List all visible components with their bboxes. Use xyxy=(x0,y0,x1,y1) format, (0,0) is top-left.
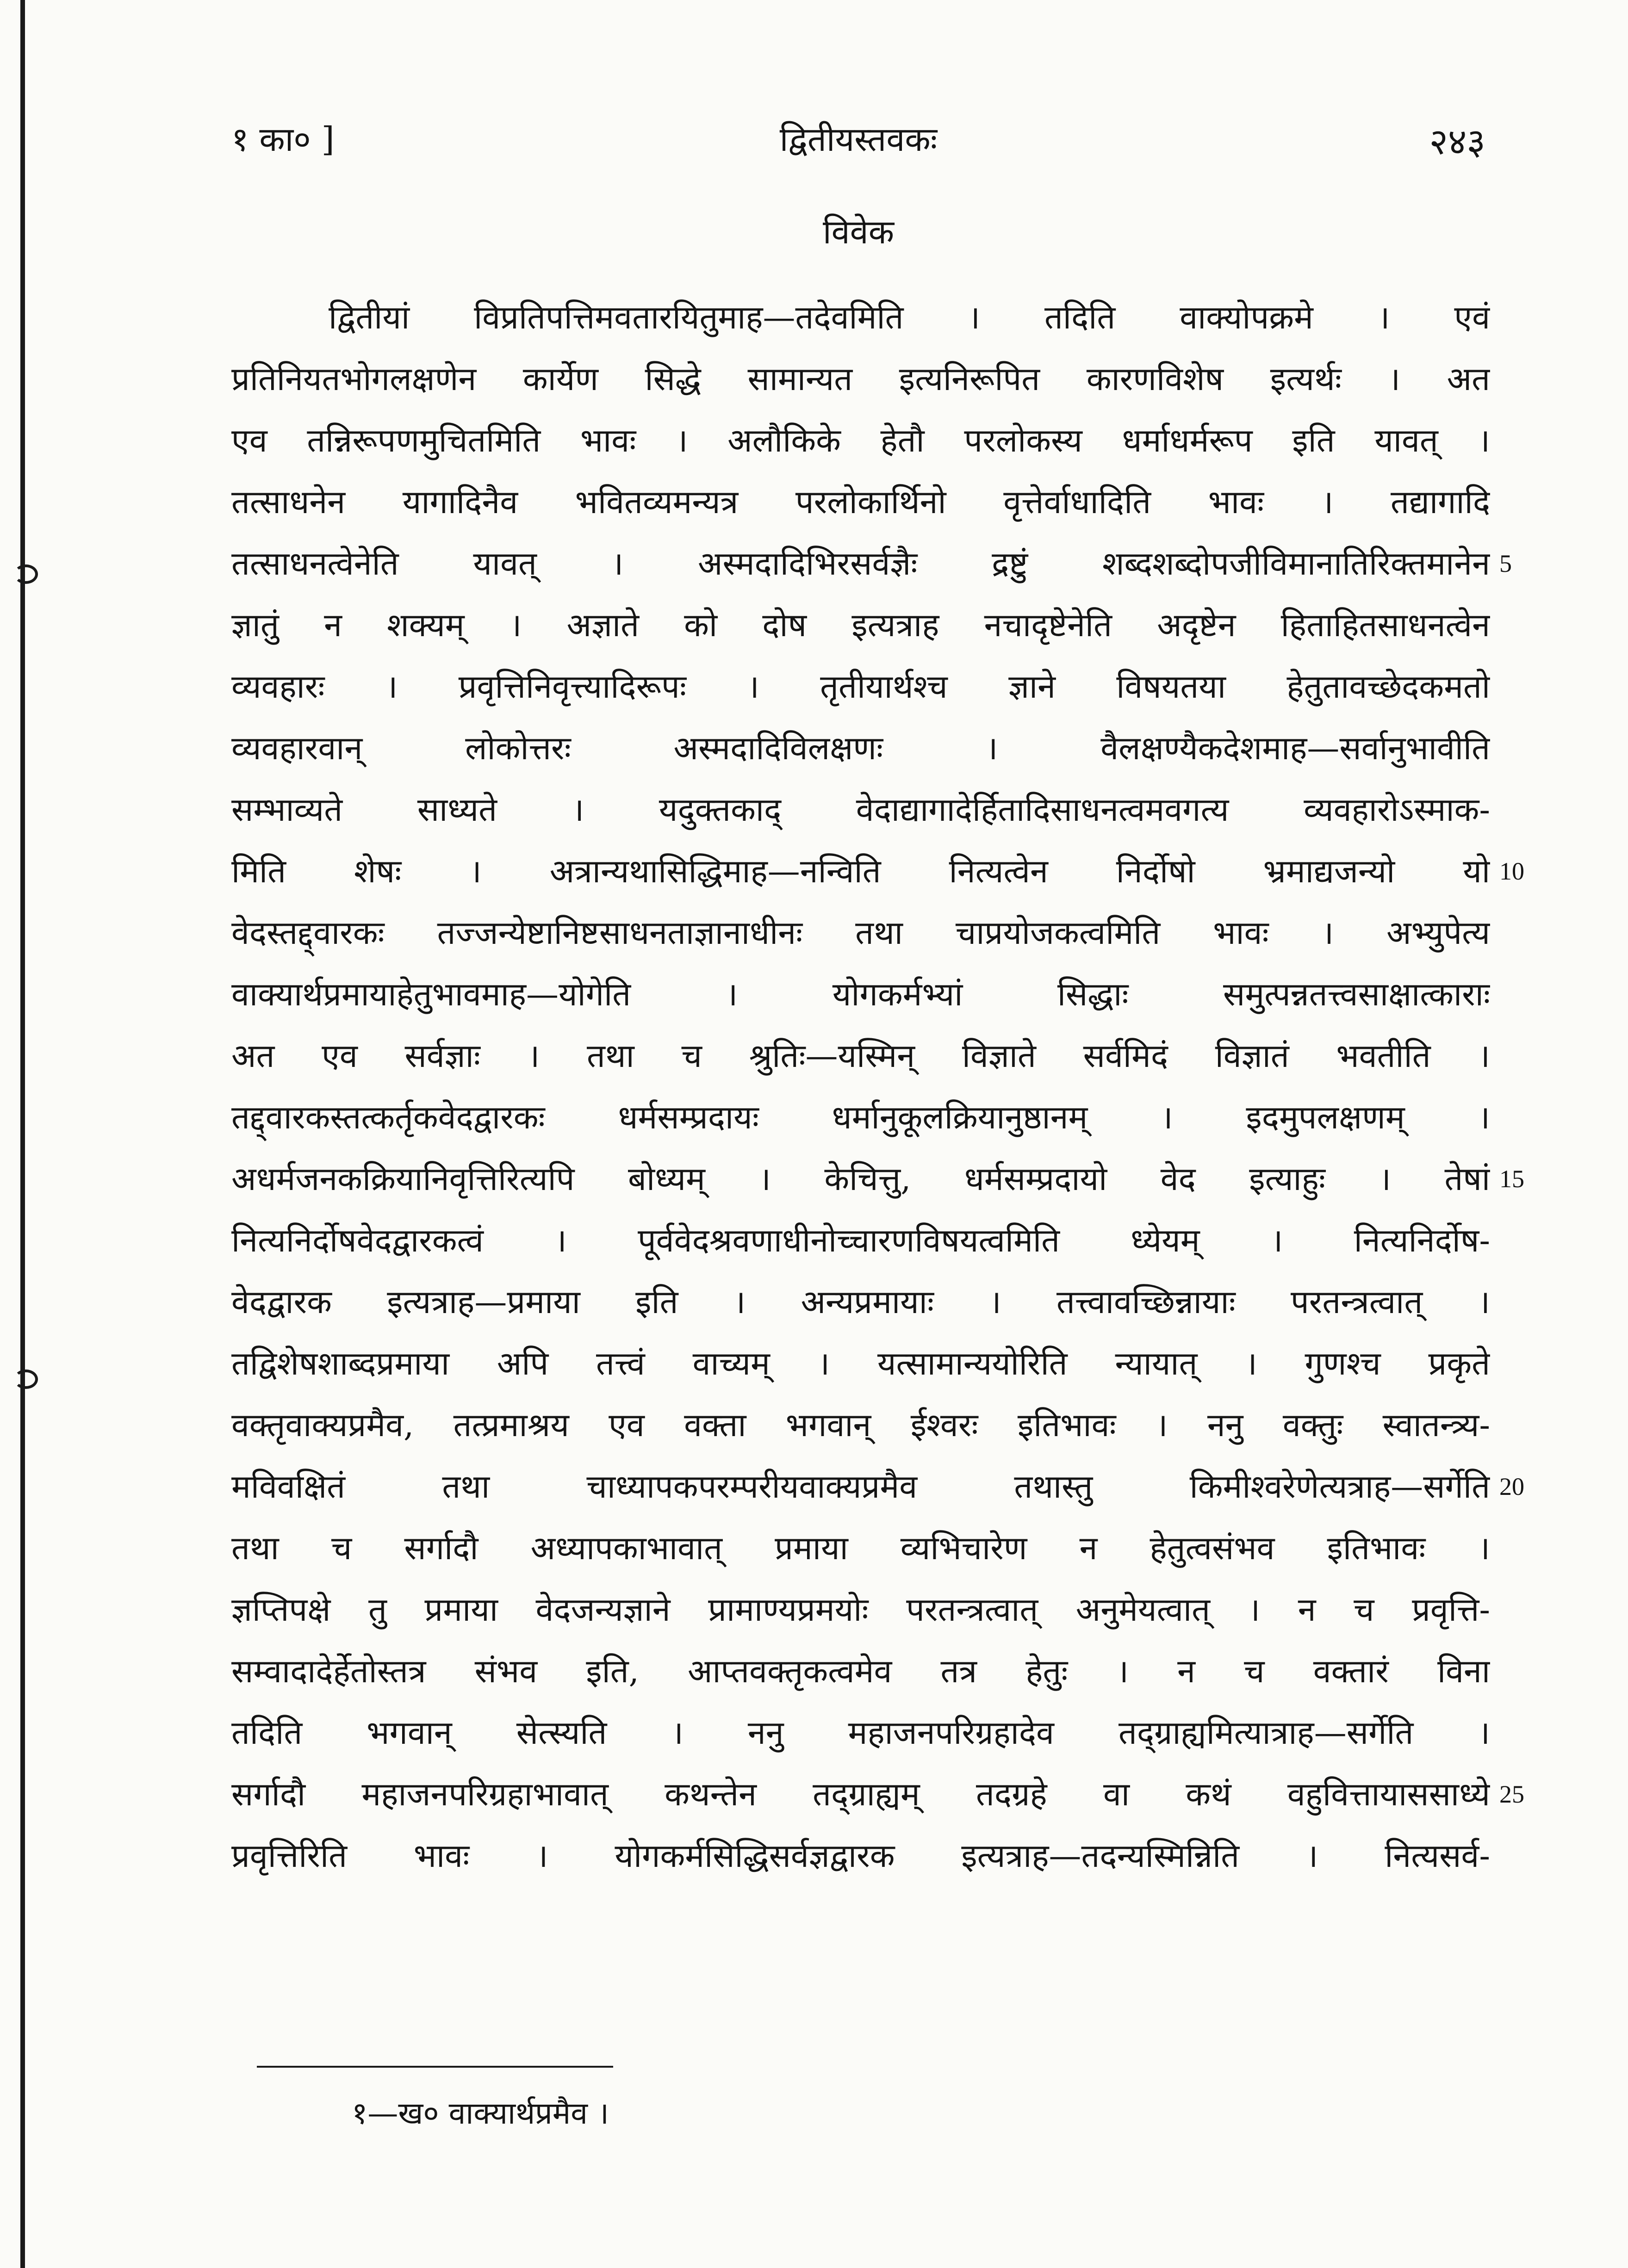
text-line: ज्ञप्तिपक्षे तु प्रमाया वेदजन्यज्ञाने प्रामाण्यप्रमयोः परतन्त्रत्वात् अनुमेयत्वात् । न च प्रवृत्ति- xyxy=(231,1591,1490,1629)
text-line: प्रतिनियतभोगलक्षणेन कार्येण सिद्धे सामान्यत इत्यनिरूपित कारणविशेष इत्यर्थः । अत xyxy=(231,360,1490,398)
text-line: वेदद्वारक इत्यत्राह—प्रमाया इति । अन्यप्रमायाः । तत्त्वावच्छिन्नायाः परतन्त्रत्वात् । xyxy=(231,1283,1490,1321)
text-line: सम्वादादेर्हेतोस्तत्र संभव इति, आप्तवक्तृकत्वमेव तत्र हेतुः । न च वक्तारं विना xyxy=(231,1652,1490,1690)
text-line: सम्भाव्यते साध्यते । यदुक्तकाद् वेदाद्यागादेर्हितादिसाधनत्वमवगत्य व्यवहारोऽस्माक- xyxy=(231,791,1490,829)
text-line: वाक्यार्थप्रमायाहेतुभावमाह—योगेति । योगकर्मभ्यां सिद्धाः समुत्पन्नतत्त्वसाक्षात्काराः xyxy=(231,975,1490,1013)
text-line: मिति शेषः । अत्रान्यथासिद्धिमाह—नन्विति नित्यत्वेन निर्दोषो भ्रमाद्यजन्यो यो xyxy=(231,852,1490,890)
text-line: मविवक्षितं तथा चाध्यापकपरम्परीयवाक्यप्रमैव तथास्तु किमीश्वरेणेत्यत्राह—सर्गेति xyxy=(231,1468,1490,1506)
text-line: तद्विशेषशाब्दप्रमाया अपि तत्त्वं वाच्यम् । यत्सामान्ययोरिति न्यायात् । गुणश्च प्रकृते xyxy=(231,1345,1490,1382)
line-number: 20 xyxy=(1499,1473,1524,1500)
text-line: अधर्मजनकक्रियानिवृत्तिरित्यपि बोध्यम् । केचित्तु, धर्मसम्प्रदायो वेद इत्याहुः । तेषां xyxy=(231,1160,1490,1198)
text-line: तदिति भगवान् सेत्स्यति । ननु महाजनपरिग्रहादेव तद्ग्राह्यमित्यात्राह—सर्गेति । xyxy=(231,1714,1490,1752)
text-line: व्यवहारः । प्रवृत्तिनिवृत्त्यादिरूपः । तृतीयार्थश्च ज्ञाने विषयतया हेतुतावच्छेदकमतो xyxy=(231,668,1490,706)
text-line: तत्साधनेन यागादिनैव भवितव्यमन्यत्र परलोकार्थिनो वृत्तेर्वाधादिति भावः । तद्यागादि xyxy=(231,483,1490,521)
text-line: तत्साधनत्वेनेति यावत् । अस्मदादिभिरसर्वज्ञैः द्रष्टुं शब्दशब्दोपजीविमानातिरिक्तमानेन xyxy=(231,545,1490,582)
line-number: 10 xyxy=(1499,857,1524,885)
text-line: अत एव सर्वज्ञाः । तथा च श्रुतिः—यस्मिन् विज्ञाते सर्वमिदं विज्ञातं भवतीति । xyxy=(231,1037,1490,1075)
page-number: २४३ xyxy=(1429,121,1485,163)
text-line: सर्गादौ महाजनपरिग्रहाभावात् कथन्तेन तद्ग्राह्यम् तदग्रहे वा कथं वहुवित्तायाससाध्ये xyxy=(231,1775,1490,1813)
binding-mark xyxy=(14,564,38,584)
text-line: वेदस्तद्द्वारकः तज्जन्येष्टानिष्टसाधनताज्ञानाधीनः तथा चाप्रयोजकत्वमिति भावः । अभ्युपेत्य xyxy=(231,914,1490,952)
page-binding-edge xyxy=(20,0,25,2268)
line-number: 15 xyxy=(1499,1165,1524,1193)
text-line: वक्तृवाक्यप्रमैव, तत्प्रमाश्रय एव वक्ता भगवान् ईश्वरः इतिभावः । ननु वक्तुः स्वातन्त्र्य- xyxy=(231,1406,1490,1444)
text-line: नित्यनिर्दोषवेदद्वारकत्वं । पूर्ववेदश्रवणाधीनोच्चारणविषयत्वमिति ध्येयम् । नित्यनिर्दोष- xyxy=(231,1221,1490,1259)
page-header xyxy=(231,116,1485,162)
binding-mark xyxy=(14,1369,38,1389)
text-line: द्वितीयां विप्रतिपत्तिमवतारयितुमाह—तदेवमिति । तदिति वाक्योपक्रमे । एवं xyxy=(329,298,1490,336)
section-heading: विवेक xyxy=(822,212,894,251)
line-number: 25 xyxy=(1499,1780,1524,1808)
text-line: तद्द्वारकस्तत्कर्तृकवेदद्वारकः धर्मसम्प्रदायः धर्मानुकूलक्रियानुष्ठानम् । इदमुपलक्षणम् । xyxy=(231,1098,1490,1136)
line-number: 5 xyxy=(1499,550,1512,577)
footnote: १—ख० वाक्यार्थप्रमैव । xyxy=(352,2095,609,2131)
header-section-ref: १ का० ] xyxy=(231,120,335,159)
header-chapter-title: द्वितीयस्तवकः xyxy=(779,120,938,159)
text-line: एव तन्निरूपणमुचितमिति भावः । अलौकिके हेतौ परलोकस्य धर्माधर्मरूप इति यावत् । xyxy=(231,421,1490,459)
text-line: ज्ञातुं न शक्यम् । अज्ञाते को दोष इत्यत्राह नचादृष्टेनेति अदृष्टेन हिताहितसाधनत्वेन xyxy=(231,606,1490,644)
footnote-rule xyxy=(257,2066,613,2068)
text-line: तथा च सर्गादौ अध्यापकाभावात् प्रमाया व्यभिचारेण न हेतुत्वसंभव इतिभावः । xyxy=(231,1529,1490,1567)
text-line: प्रवृत्तिरिति भावः । योगकर्मसिद्धिसर्वज्ञद्वारक इत्यत्राह—तदन्यस्मिन्निति । नित्यसर्व- xyxy=(231,1837,1490,1875)
commentary-text xyxy=(231,287,1490,1887)
text-line: व्यवहारवान् लोकोत्तरः अस्मदादिविलक्षणः । वैलक्षण्यैकदेशमाह—सर्वानुभावीति xyxy=(231,729,1490,767)
